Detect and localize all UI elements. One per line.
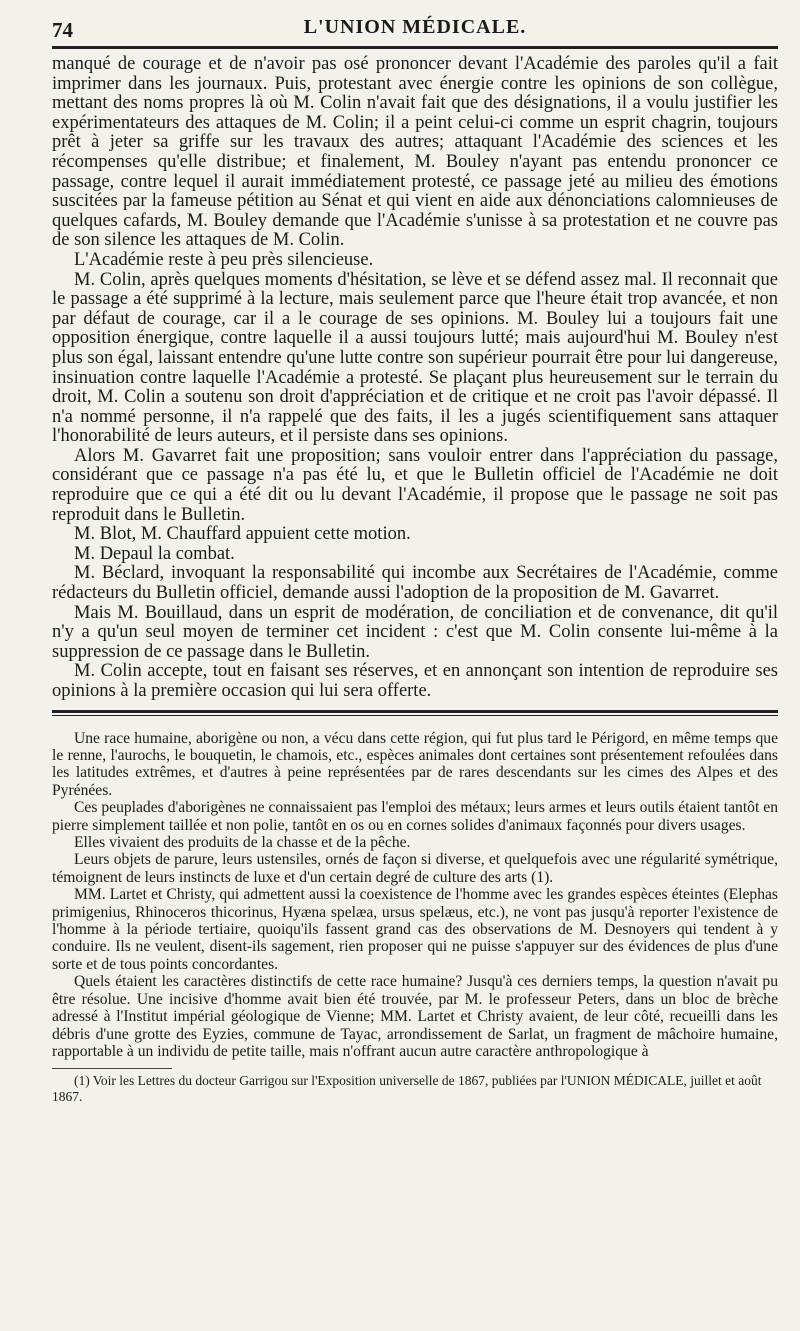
page-number: 74 <box>52 18 73 42</box>
article-paragraph: M. Colin accepte, tout en faisant ses réserves, et en annonçant son intention de reproduire ses opinions à la première occasion qui lui sera offerte. <box>52 661 778 701</box>
feuilleton-paragraph: Leurs objets de parure, leurs ustensiles, ornés de façon si diverse, et quelquefois avec une régularité symétrique, témoignent de leurs instincts de luxe et d'un certain degré de culture des arts (1). <box>52 851 778 886</box>
feuilleton-paragraph: Elles vivaient des produits de la chasse et de la pêche. <box>74 834 411 852</box>
article-paragraph: manqué de courage et de n'avoir pas osé prononcer devant l'Académie des paroles qu'il a fait imprimer dans les journaux. Puis, protestant avec énergie contre les opinions de son collègue, mettant des noms propres là où M. Colin n'avait fait que des désignations, il a voulu justifier les expérimentateurs des attaques de M. Colin; il a peint celui-ci comme un esprit chagrin, toujours prêt à jeter sa griffe sur les travaux des autres; attaquant l'Académie des sciences et les récompenses qu'elle distribue; et finalement, M. Bouley n'ayant pas entendu prononcer ce passage, contre lequel il aurait immédiatement protesté, ce passage jeté au milieu des émotions suscitées par la fameuse pétition au Sénat et qui vient en aide aux dénonciations calomnieuses de quelques cafards, M. Bouley demande que l'Académie s'unisse à sa protestation et ne couvre pas de son silence les attaques de M. Colin. <box>52 54 778 251</box>
page-header <box>52 0 778 46</box>
main-article <box>52 55 778 702</box>
feuilleton-paragraph: Une race humaine, aborigène ou non, a vécu dans cette région, qui fut plus tard le Périgord, en même temps que le renne, l'aurochs, le bouquetin, le chamois, etc., espèces animales dont certaines sont présentement refoulées dans les latitudes extrêmes, et d'autres à peine représentées par de rares descendants sur les cimes des Alpes et des Pyrénées. <box>52 729 778 799</box>
footnote <box>52 1073 778 1104</box>
feuilleton-separator <box>52 710 778 716</box>
article-paragraph: M. Béclard, invoquant la responsabilité qui incombe aux Secrétaires de l'Académie, comme rédacteurs du Bulletin officiel, demande aussi l'adoption de la proposition de M. Gavarret. <box>52 563 778 604</box>
article-paragraph: M. Depaul la combat. <box>74 543 235 564</box>
feuilleton-paragraph: Ces peuplades d'aborigènes ne connaissaient pas l'emploi des métaux; leurs armes et leurs outils étaient tantôt en pierre simplement taillée et non polie, tantôt en os ou en cornes solides d'animaux façonnés pour divers usages. <box>52 799 778 834</box>
footnote-text: (1) Voir les Lettres du docteur Garrigou sur l'Exposition universelle de 1867, publiées par l'UNION MÉDICALE, juillet et août 1867. <box>52 1073 762 1104</box>
header-rule <box>52 46 778 49</box>
article-paragraph: M. Colin, après quelques moments d'hésitation, se lève et se défend assez mal. Il reconnait que le passage a été supprimé à la lecture, mais seulement parce que l'heure était trop avancée, et non par défaut de courage, car il a le courage de ses opinions. M. Bouley lui a toujours fait une opposition énergique, contre laquelle il a aussi toujours lutté; mais aujourd'hui M. Bouley n'est plus son égal, laissant entendre qu'une lutte contre son supérieur pourrait être pour lui dangereuse, insinuation contre laquelle l'Académie a protesté. Se plaçant plus heureusement sur le terrain du droit, M. Colin a soutenu son droit d'appréciation et de critique et ne croit pas l'avoir dépassé. Il n'a nommé personne, il n'a rappelé que des faits, il les a jugés scientifiquement sans attaquer l'honorabilité de leurs auteurs, et il persiste dans ses opinions. <box>52 269 778 447</box>
footnote-rule <box>52 1068 172 1069</box>
feuilleton-section <box>52 730 778 1061</box>
article-paragraph: L'Académie reste à peu près silencieuse. <box>74 249 374 270</box>
feuilleton-paragraph: Quels étaient les caractères distinctifs de cette race humaine? Jusqu'à ces derniers temps, la question n'avait pu être résolue. Une incisive d'homme avait bien été trouvée, par M. le professeur Peters, dans un bloc de brèche adressé à l'Institut impérial géologique de Vienne; MM. Lartet et Christy avaient, de leur côté, recueilli dans les débris d'une grotte des Eyzies, commune de Tayac, arrondissement de Sarlat, un fragment de mâchoire humaine, rapportable à un individu de petite taille, mais n'offrant aucun autre caractère anthropologique à <box>52 973 778 1060</box>
feuilleton-paragraph: MM. Lartet et Christy, qui admettent aussi la coexistence de l'homme avec les grandes espèces éteintes (Elephas primigenius, Rhinoceros thicorinus, Hyæna spelæa, ursus spelæus, etc.), ne vont pas jusqu'à reporter l'existence de l'homme à la période tertiaire, quoiqu'ils fassent grand cas des observations de M. Desnoyers qui tendent à y conduire. Ils ne veulent, disent-ils sagement, rien proposer qui ne puisse s'appuyer sur des évidences de plus d'une sorte et de tous points concordantes. <box>52 886 778 973</box>
article-paragraph: Alors M. Gavarret fait une proposition; sans vouloir entrer dans l'appréciation du passage, considérant que ce passage n'a pas été lu, et que le Bulletin officiel de l'Académie ne doit reproduire que ce qui a été dit ou lu devant l'Académie, il propose que le passage ne soit pas reproduit dans le Bulletin. <box>52 445 778 525</box>
running-title: L'UNION MÉDICALE. <box>303 16 527 38</box>
article-paragraph: M. Blot, M. Chauffard appuient cette motion. <box>74 524 411 545</box>
article-paragraph: Mais M. Bouillaud, dans un esprit de modération, de conciliation et de convenance, dit qu'il n'y a qu'un seul moyen de terminer cet incident : c'est que M. Colin consente lui-même à la suppression de ce passage dans le Bulletin. <box>52 602 778 662</box>
